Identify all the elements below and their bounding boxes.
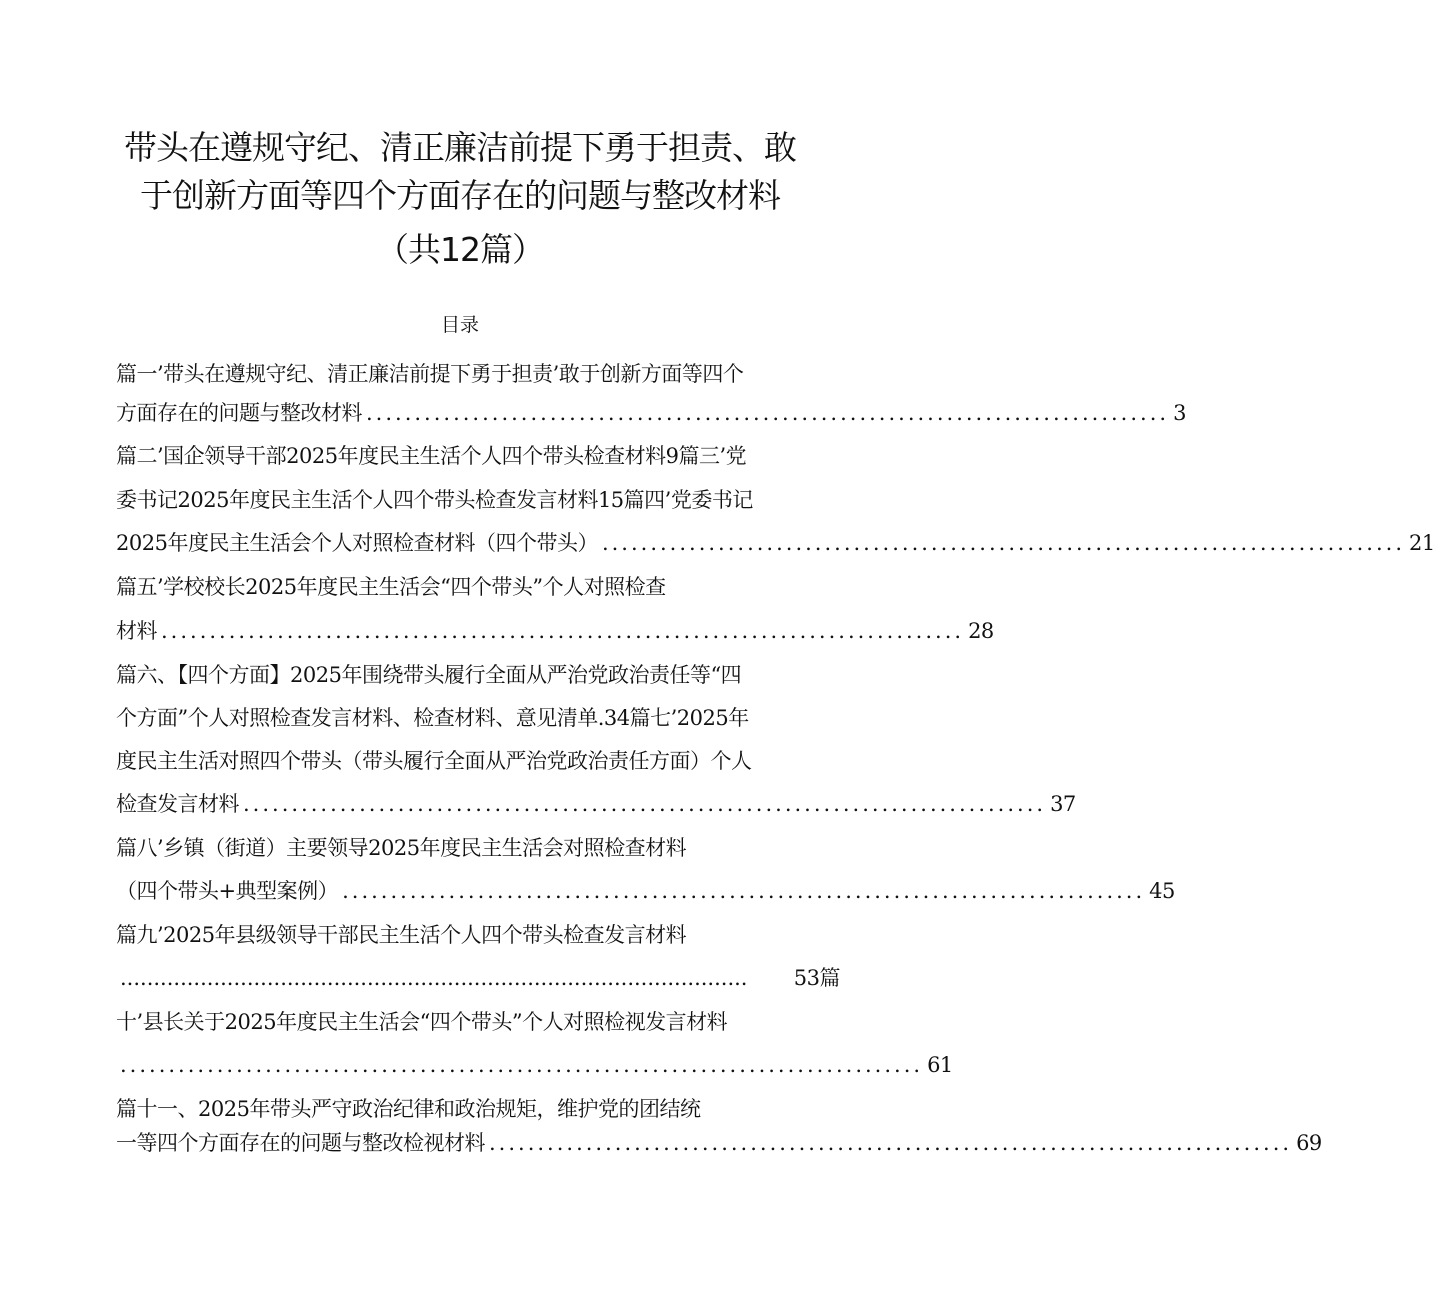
toc-leader-dots: ................................................................................... (161, 619, 965, 643)
toc-entry-text: 2025年度民主生活会个人对照检查材料（四个带头） (116, 531, 598, 555)
toc-line: 篇十一、2025年带头严守政治纪律和政治规矩，维护党的团结统 (116, 1097, 701, 1121)
toc-page-number: 37 (1050, 792, 1076, 816)
toc-line: 篇一’带头在遵规守纪、清正廉洁前提下勇于担责’敢于创新方面等四个 (116, 362, 744, 386)
toc-page-number: 53篇 (793, 966, 840, 990)
toc-leader-dots: ................................................................................... (366, 401, 1170, 425)
toc-line: 篇五’学校校长2025年度民主生活会“四个带头”个人对照检查 (116, 575, 666, 599)
toc-leader-dots: ................................................................................... (489, 1131, 1293, 1155)
toc-entry-text: 一等四个方面存在的问题与整改检视材料 (116, 1131, 485, 1155)
toc-page-number: 69 (1296, 1131, 1322, 1155)
toc-entry-text: （四个带头+典型案例） (116, 879, 339, 903)
toc-entry-text: 方面存在的问题与整改材料 (116, 401, 362, 425)
toc-line: 篇二’国企领导干部2025年度民主生活个人四个带头检查材料9篇三’党 (116, 444, 747, 468)
toc-page-number: 45 (1149, 879, 1175, 903)
toc-entry-text: 检查发言材料 (116, 792, 239, 816)
toc-entry-text: 材料 (116, 619, 157, 643)
toc-line: 度民主生活对照四个带头（带头履行全面从严治党政治责任方面）个人 (116, 749, 752, 773)
toc-entry (120, 1050, 953, 1080)
document-title-line-1: 带头在遵规守纪、清正廉洁前提下勇于担责、敢 (124, 128, 796, 167)
toc-entry (116, 789, 1076, 819)
toc-leader-dots: .............................................................................................. (120, 966, 748, 990)
toc-entry (116, 1128, 1322, 1158)
toc-line: 篇九’2025年县级领导干部民主生活个人四个带头检查发言材料 (116, 923, 687, 947)
toc-leader-dots: ................................................................................... (120, 1053, 924, 1077)
toc-leader-dots: ................................................................................... (601, 531, 1406, 555)
toc-page-number: 3 (1173, 401, 1186, 425)
toc-page-number: 28 (968, 619, 994, 643)
toc-page-number: 21 (1409, 531, 1435, 555)
toc-line: 十’县长关于2025年度民主生活会“四个带头”个人对照检视发言材料 (116, 1010, 728, 1034)
toc-entry (116, 528, 1435, 558)
toc-leader-dots: ................................................................................... (342, 879, 1146, 903)
toc-entry (116, 616, 994, 646)
toc-entry (116, 398, 1186, 428)
toc-leader-dots: ................................................................................... (243, 792, 1047, 816)
toc-line: 委书记2025年度民主生活个人四个带头检查发言材料15篇四’党委书记 (116, 488, 753, 512)
toc-page-number: 61 (927, 1053, 953, 1077)
toc-line: 篇八’乡镇（街道）主要领导2025年度民主生活会对照检查材料 (116, 836, 687, 860)
toc-entry (120, 963, 840, 993)
toc-heading: 目录 (440, 314, 479, 336)
toc-entry (116, 876, 1175, 906)
toc-line: 个方面”个人对照检查发言材料、检查材料、意见清单.34篇七’2025年 (116, 706, 749, 730)
document-title-line-2: 于创新方面等四个方面存在的问题与整改材料 (140, 176, 780, 215)
toc-line: 篇六、【四个方面】2025年围绕带头履行全面从严治党政治责任等“四 (116, 663, 742, 687)
document-title-line-3: （共12篇） (376, 230, 544, 269)
